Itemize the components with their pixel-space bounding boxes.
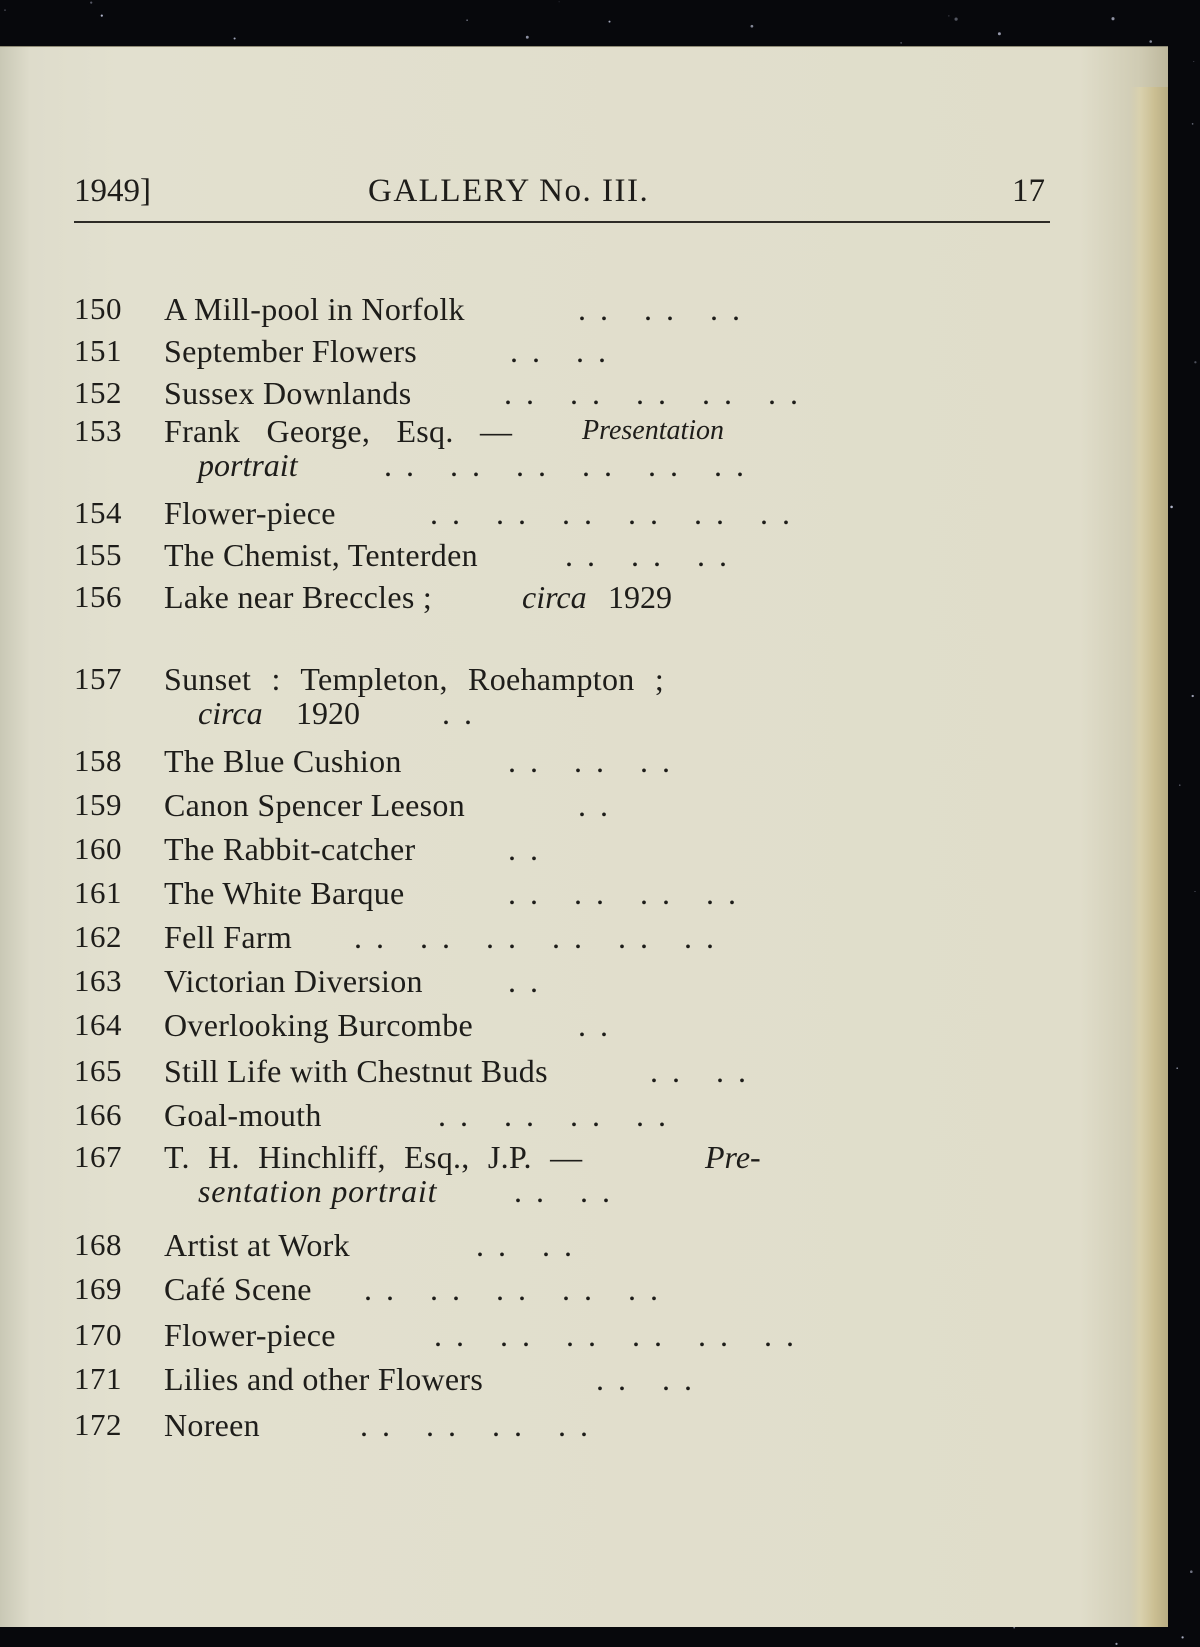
leader-dots: .. .. <box>650 1053 760 1089</box>
entry-number: 171 <box>74 1361 122 1396</box>
leader-dots: .. .. .. <box>565 537 741 573</box>
leader-dots: .. .. <box>596 1361 706 1397</box>
leader-dots: .. .. .. .. .. .. <box>384 447 758 483</box>
entry-number: 172 <box>74 1407 122 1442</box>
star <box>955 18 958 21</box>
star <box>101 15 103 17</box>
star <box>234 37 236 39</box>
header-title: GALLERY No. III. <box>368 173 650 209</box>
star <box>900 42 901 43</box>
entry-number: 156 <box>74 579 122 614</box>
entry-title: The Chemist, Tenterden <box>164 537 478 573</box>
star <box>1194 361 1196 363</box>
entry-title: September Flowers <box>164 333 418 369</box>
leader-dots: .. .. .. .. <box>438 1097 680 1133</box>
entry-title: Artist at Work <box>164 1227 350 1263</box>
header-rule <box>74 221 1050 223</box>
star <box>1192 695 1194 697</box>
star <box>1192 123 1194 125</box>
entry-title-italic: Pre- <box>705 1139 761 1175</box>
entry-title-continued: portrait <box>198 447 298 483</box>
star <box>1181 1636 1183 1638</box>
entry-title: Fell Farm <box>164 919 293 955</box>
entry-title: Victorian Diversion <box>164 963 423 999</box>
star <box>1149 40 1152 43</box>
catalogue-page <box>0 46 1168 1627</box>
entry-title: Frank George, Esq. — <box>164 413 513 449</box>
star <box>1179 784 1180 785</box>
star <box>1195 891 1196 892</box>
star <box>1115 1643 1117 1645</box>
leader-dots: .. .. <box>476 1227 586 1263</box>
entry-title: Overlooking Burcombe <box>164 1007 474 1043</box>
entry-title: T. H. Hinchliff, Esq., J.P. — <box>164 1139 583 1175</box>
entry-number: 157 <box>74 661 122 696</box>
entry-number: 154 <box>74 495 122 530</box>
entry-title-year: 1920 <box>296 695 360 731</box>
star <box>1190 1570 1193 1573</box>
leader-dots: .. .. <box>514 1173 624 1209</box>
entry-number: 161 <box>74 875 122 910</box>
leader-dots: .. .. .. .. .. .. <box>430 495 804 531</box>
entry-title: Noreen <box>164 1407 260 1443</box>
leader-dots: .. .. .. .. <box>360 1407 602 1443</box>
entry-title: Flower-piece <box>164 495 336 531</box>
entry-title: The Rabbit-catcher <box>164 831 416 867</box>
entry-number: 166 <box>74 1097 122 1132</box>
entry-title-italic: Presentation <box>582 415 725 446</box>
star <box>4 9 6 11</box>
leader-dots: .. <box>508 831 552 867</box>
leader-dots: .. <box>578 787 622 823</box>
star <box>559 1 560 2</box>
entry-number: 170 <box>74 1317 122 1352</box>
entry-number: 163 <box>74 963 122 998</box>
entry-number: 150 <box>74 291 122 326</box>
entry-title: The Blue Cushion <box>164 743 402 779</box>
leader-dots: .. .. .. .. .. <box>364 1271 672 1307</box>
star <box>1111 17 1114 20</box>
entry-title-year: 1929 <box>608 579 672 615</box>
leader-dots: .. <box>578 1007 622 1043</box>
star <box>751 25 754 28</box>
entry-title: The White Barque <box>164 875 405 911</box>
leader-dots: .. <box>442 695 486 731</box>
header-page-number: 17 <box>1012 173 1045 209</box>
star <box>526 36 529 39</box>
leader-dots: .. .. .. .. .. <box>504 375 812 411</box>
leader-dots: .. .. <box>510 333 620 369</box>
entry-number: 164 <box>74 1007 122 1042</box>
star <box>1170 506 1173 509</box>
entry-number: 153 <box>74 413 122 448</box>
star <box>90 1 92 3</box>
star <box>466 19 468 21</box>
leader-dots: .. .. .. .. <box>508 875 750 911</box>
entry-number: 158 <box>74 743 122 778</box>
entry-title: Still Life with Chestnut Buds <box>164 1053 548 1089</box>
entry-title: Lilies and other Flowers <box>164 1361 484 1397</box>
leader-dots: .. .. .. <box>508 743 684 779</box>
star <box>609 21 611 23</box>
leader-dots: .. .. .. <box>578 291 754 327</box>
star <box>1193 61 1194 62</box>
entry-title-continued: circa <box>198 695 263 731</box>
leader-dots: .. .. .. .. .. .. <box>434 1317 808 1353</box>
entry-title: Goal-mouth <box>164 1097 322 1133</box>
entry-number: 165 <box>74 1053 122 1088</box>
entry-title: Sunset : Templeton, Roehampton ; <box>164 661 665 697</box>
star <box>998 32 1001 35</box>
entry-title: Lake near Breccles ; <box>164 579 433 615</box>
leader-dots: .. .. .. .. .. .. <box>354 919 728 955</box>
entry-number: 152 <box>74 375 122 410</box>
entry-number: 160 <box>74 831 122 866</box>
entry-title: Flower-piece <box>164 1317 336 1353</box>
header-year: 1949] <box>74 173 151 209</box>
entry-number: 168 <box>74 1227 122 1262</box>
entry-title: A Mill-pool in Norfolk <box>164 291 465 327</box>
entry-number: 162 <box>74 919 122 954</box>
entry-title: Canon Spencer Leeson <box>164 787 466 823</box>
star <box>948 15 949 16</box>
entry-number: 155 <box>74 537 122 572</box>
page-content <box>0 47 1168 1627</box>
entry-title-italic: circa <box>522 579 587 615</box>
entry-title: Café Scene <box>164 1271 312 1307</box>
entry-title-continued: sentation portrait <box>198 1173 438 1209</box>
entry-number: 167 <box>74 1139 122 1174</box>
leader-dots: .. <box>508 963 552 999</box>
star <box>1176 1067 1178 1069</box>
entry-number: 151 <box>74 333 122 368</box>
entry-title: Sussex Downlands <box>164 375 412 411</box>
entry-number: 169 <box>74 1271 122 1306</box>
entry-number: 159 <box>74 787 122 822</box>
